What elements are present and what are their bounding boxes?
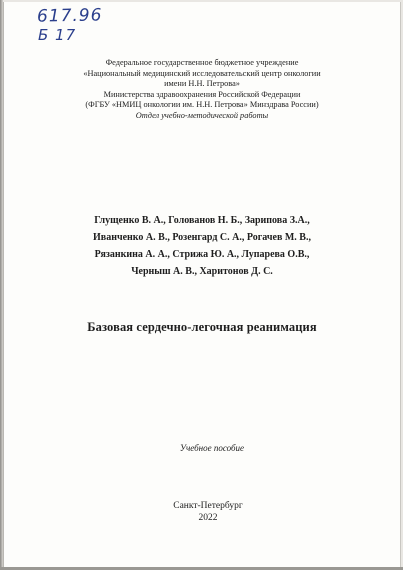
handwritten-classification-code: 617.96 [36,5,103,27]
institution-line: Министерства здравоохранения Российской Федерации [103,89,301,99]
authors-block [4,212,400,280]
publication-info [10,500,403,524]
document-title: Базовая сердечно-легочная реанимация [87,320,317,334]
authors-line: Черныш А. В., Харитонов Д. С. [131,266,273,277]
document-type: Учебное пособие [179,443,245,453]
authors-line: Рязанкина А. А., Стрижа Ю. А., Лупарева О.В., [94,249,310,260]
publication-year: 2022 [198,513,218,523]
publication-city: Санкт-Петербург [173,501,243,511]
institution-line: Федеральное государственное бюджетное учреждение [105,58,299,67]
institution-line: «Национальный медицинский исследовательский центр онкологии [83,68,321,78]
handwritten-author-mark: Б 17 [38,26,77,44]
title-page [3,2,401,567]
authors-line: Глущенко В. А., Голованов Н. Б., Зарипова З.А., [94,215,310,226]
institution-line: имени Н.Н. Петрова» [164,79,240,89]
department-line: Отдел учебно-методической работы [135,110,269,120]
authors-line: Иванченко А. В., Розенгард С. А., Рогачев М. В., [93,232,311,243]
institution-line: (ФГБУ «НМИЦ онкологии им. Н.Н. Петрова» Минздрава России) [85,100,319,110]
institution-block [4,58,400,122]
